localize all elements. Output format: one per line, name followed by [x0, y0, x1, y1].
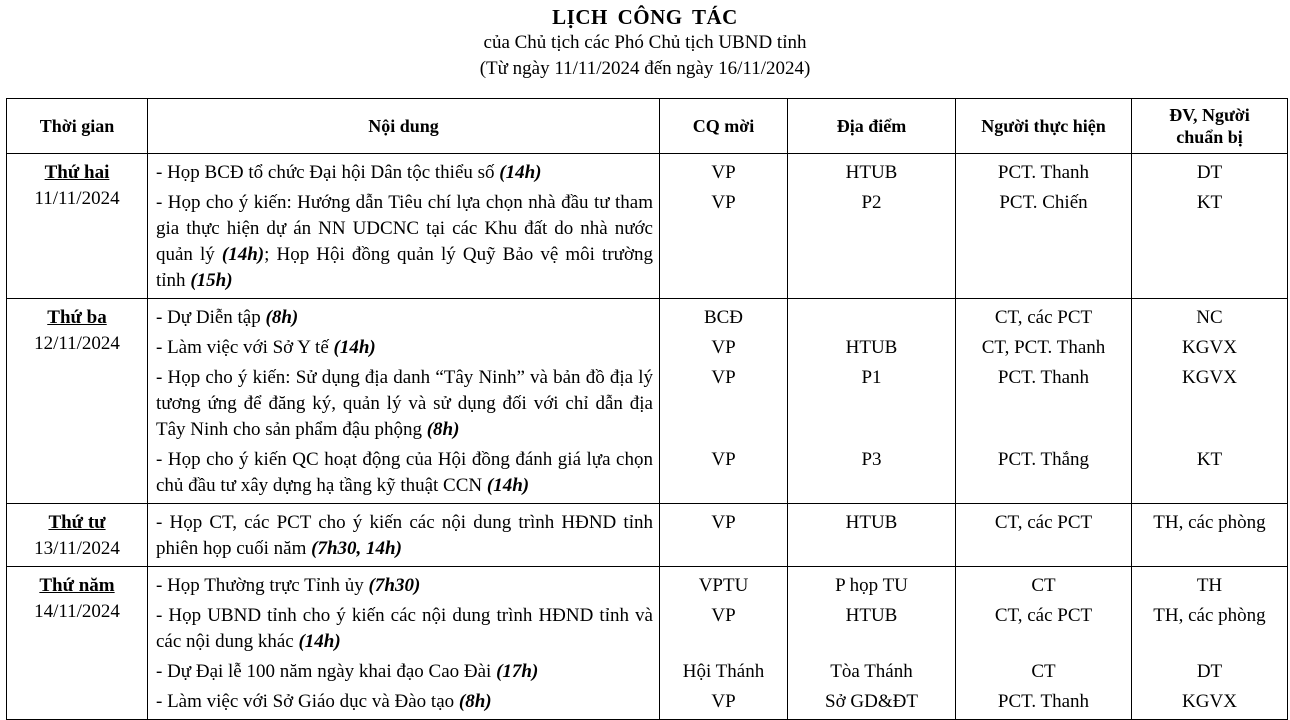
- performer-value: CT, các PCT: [994, 307, 1093, 328]
- document-subtitle: của Chủ tịch các Phó Chủ tịch UBND tỉnh: [483, 32, 807, 53]
- inviter-value: Hội Thánh: [682, 661, 765, 682]
- document-header: [0, 0, 1290, 82]
- table-row: [7, 299, 1288, 504]
- agenda-item: - Họp cho ý kiến QC hoạt động của Hội đồng đánh giá lựa chọn chủ đầu tư xây dựng hạ tầng kỹ thuật CCN (14h): [156, 449, 653, 496]
- day-cell: [7, 567, 148, 720]
- agenda-time: (14h): [333, 337, 376, 358]
- content-cell: [148, 299, 660, 504]
- agenda-time: (8h): [458, 691, 492, 712]
- prep-cell: [1132, 504, 1288, 567]
- agenda-item: - Họp Thường trực Tỉnh ủy (7h30): [156, 575, 421, 596]
- agenda-item: - Dự Diễn tập (8h): [156, 307, 299, 328]
- agenda-time: (7h30): [368, 575, 421, 596]
- prep-cell: [1132, 299, 1288, 504]
- performer-value: PCT. Thanh: [997, 162, 1090, 183]
- performer-value: CT: [1031, 661, 1056, 682]
- day-date: 12/11/2024: [34, 333, 120, 354]
- document-title: LỊCH CÔNG TÁC: [552, 5, 738, 29]
- agenda-time: (7h30, 14h): [311, 538, 402, 559]
- inviter-value: VP: [711, 512, 736, 533]
- agenda-item: - Làm việc với Sở Y tế (14h): [156, 337, 376, 358]
- inviter-cell: [660, 504, 788, 567]
- prep-value: DT: [1196, 162, 1223, 183]
- date-range: (Từ ngày 11/11/2024 đến ngày 16/11/2024): [479, 58, 811, 79]
- performer-cell: [956, 567, 1132, 720]
- header-performer: Người thực hiện: [956, 99, 1132, 154]
- performer-cell: [956, 299, 1132, 504]
- performer-value: PCT. Thắng: [997, 449, 1090, 470]
- performer-cell: [956, 154, 1132, 299]
- day-name: Thứ năm: [39, 575, 115, 596]
- performer-cell: [956, 504, 1132, 567]
- header-place: Địa điểm: [788, 99, 956, 154]
- place-value: P họp TU: [835, 575, 908, 596]
- place-value: HTUB: [845, 337, 898, 358]
- prep-value: TH, các phòng: [1153, 605, 1266, 626]
- agenda-time: (15h): [190, 270, 233, 291]
- place-cell: [788, 154, 956, 299]
- header-prep: ĐV, Người chuẩn bị: [1132, 99, 1288, 154]
- agenda-time: (14h): [298, 631, 341, 652]
- inviter-value: VPTU: [698, 575, 749, 596]
- day-name: Thứ tư: [48, 512, 106, 533]
- inviter-value: VP: [711, 162, 736, 183]
- performer-value: CT, các PCT: [994, 605, 1093, 626]
- header-time: Thời gian: [7, 99, 148, 154]
- schedule-table: [6, 98, 1288, 720]
- prep-value: KT: [1196, 449, 1223, 470]
- place-value: P3: [861, 449, 882, 470]
- day-date: 11/11/2024: [34, 188, 120, 209]
- table-header-row: [7, 99, 1288, 154]
- agenda-time: (17h): [496, 661, 539, 682]
- place-value: P2: [861, 192, 882, 213]
- inviter-value: VP: [711, 192, 736, 213]
- header-inviter: CQ mời: [660, 99, 788, 154]
- table-row: [7, 567, 1288, 720]
- content-cell: [148, 504, 660, 567]
- performer-value: CT, các PCT: [994, 512, 1093, 533]
- inviter-value: VP: [711, 367, 736, 388]
- day-cell: [7, 154, 148, 299]
- agenda-time: (14h): [486, 475, 530, 496]
- inviter-value: BCĐ: [703, 307, 744, 328]
- place-cell: [788, 299, 956, 504]
- agenda-item: - Làm việc với Sở Giáo dục và Đào tạo (8h): [156, 691, 492, 712]
- inviter-value: VP: [711, 337, 736, 358]
- place-value: HTUB: [845, 512, 898, 533]
- agenda-time: (14h): [221, 244, 265, 265]
- place-value: HTUB: [845, 162, 898, 183]
- place-cell: [788, 504, 956, 567]
- agenda-item: - Họp BCĐ tổ chức Đại hội Dân tộc thiểu số (14h): [156, 162, 542, 183]
- prep-cell: [1132, 567, 1288, 720]
- agenda-time: (8h): [426, 419, 460, 440]
- place-value: P1: [861, 367, 882, 388]
- agenda-time: (8h): [265, 307, 299, 328]
- day-name: Thứ ba: [47, 307, 107, 328]
- prep-value: KT: [1196, 192, 1223, 213]
- place-value: Sở GD&ĐT: [825, 691, 918, 712]
- performer-value: PCT. Thanh: [997, 367, 1090, 388]
- table-row: [7, 504, 1288, 567]
- inviter-value: VP: [711, 605, 736, 626]
- table-row: [7, 154, 1288, 299]
- performer-value: CT: [1031, 575, 1056, 596]
- agenda-item: - Họp cho ý kiến: Sử dụng địa danh “Tây Ninh” và bản đồ địa lý tương ứng để đăng ký, quản lý và sử dụng đối với chỉ dẫn địa Tây Ninh cho sản phẩm đậu phộng (8h): [156, 367, 653, 440]
- inviter-cell: [660, 567, 788, 720]
- day-date: 14/11/2024: [34, 601, 120, 622]
- prep-value: KGVX: [1182, 691, 1237, 712]
- agenda-item: - Họp UBND tỉnh cho ý kiến các nội dung trình HĐND tỉnh và các nội dung khác (14h): [156, 605, 653, 652]
- agenda-item: - Họp cho ý kiến: Hướng dẫn Tiêu chí lựa chọn nhà đầu tư tham gia thực hiện dự án NN UDCNC tại các Khu đất do nhà nước quản lý (14h); Họp Hội đồng quản lý Quỹ Bảo vệ môi trường tỉnh (15h): [156, 192, 653, 291]
- prep-value: KGVX: [1182, 337, 1237, 358]
- prep-value: DT: [1196, 661, 1223, 682]
- place-value: [788, 305, 955, 331]
- day-cell: [7, 299, 148, 504]
- agenda-item: - Dự Đại lễ 100 năm ngày khai đạo Cao Đài (17h): [156, 661, 539, 682]
- prep-value: TH: [1196, 575, 1223, 596]
- header-content: Nội dung: [148, 99, 660, 154]
- content-cell: [148, 567, 660, 720]
- performer-value: PCT. Thanh: [997, 691, 1090, 712]
- prep-value: KGVX: [1182, 367, 1237, 388]
- performer-value: PCT. Chiến: [999, 192, 1088, 213]
- performer-value: CT, PCT. Thanh: [981, 337, 1106, 358]
- inviter-cell: [660, 299, 788, 504]
- place-value: Tòa Thánh: [830, 661, 913, 682]
- place-cell: [788, 567, 956, 720]
- content-cell: [148, 154, 660, 299]
- day-cell: [7, 504, 148, 567]
- inviter-value: VP: [711, 449, 736, 470]
- inviter-value: VP: [711, 691, 736, 712]
- prep-cell: [1132, 154, 1288, 299]
- inviter-cell: [660, 154, 788, 299]
- day-name: Thứ hai: [44, 162, 110, 183]
- day-date: 13/11/2024: [34, 538, 120, 559]
- prep-value: TH, các phòng: [1153, 512, 1266, 533]
- place-value: HTUB: [845, 605, 898, 626]
- prep-value: NC: [1196, 307, 1223, 328]
- agenda-item: - Họp CT, các PCT cho ý kiến các nội dung trình HĐND tỉnh phiên họp cuối năm (7h30, 14h): [156, 512, 653, 559]
- agenda-time: (14h): [499, 162, 542, 183]
